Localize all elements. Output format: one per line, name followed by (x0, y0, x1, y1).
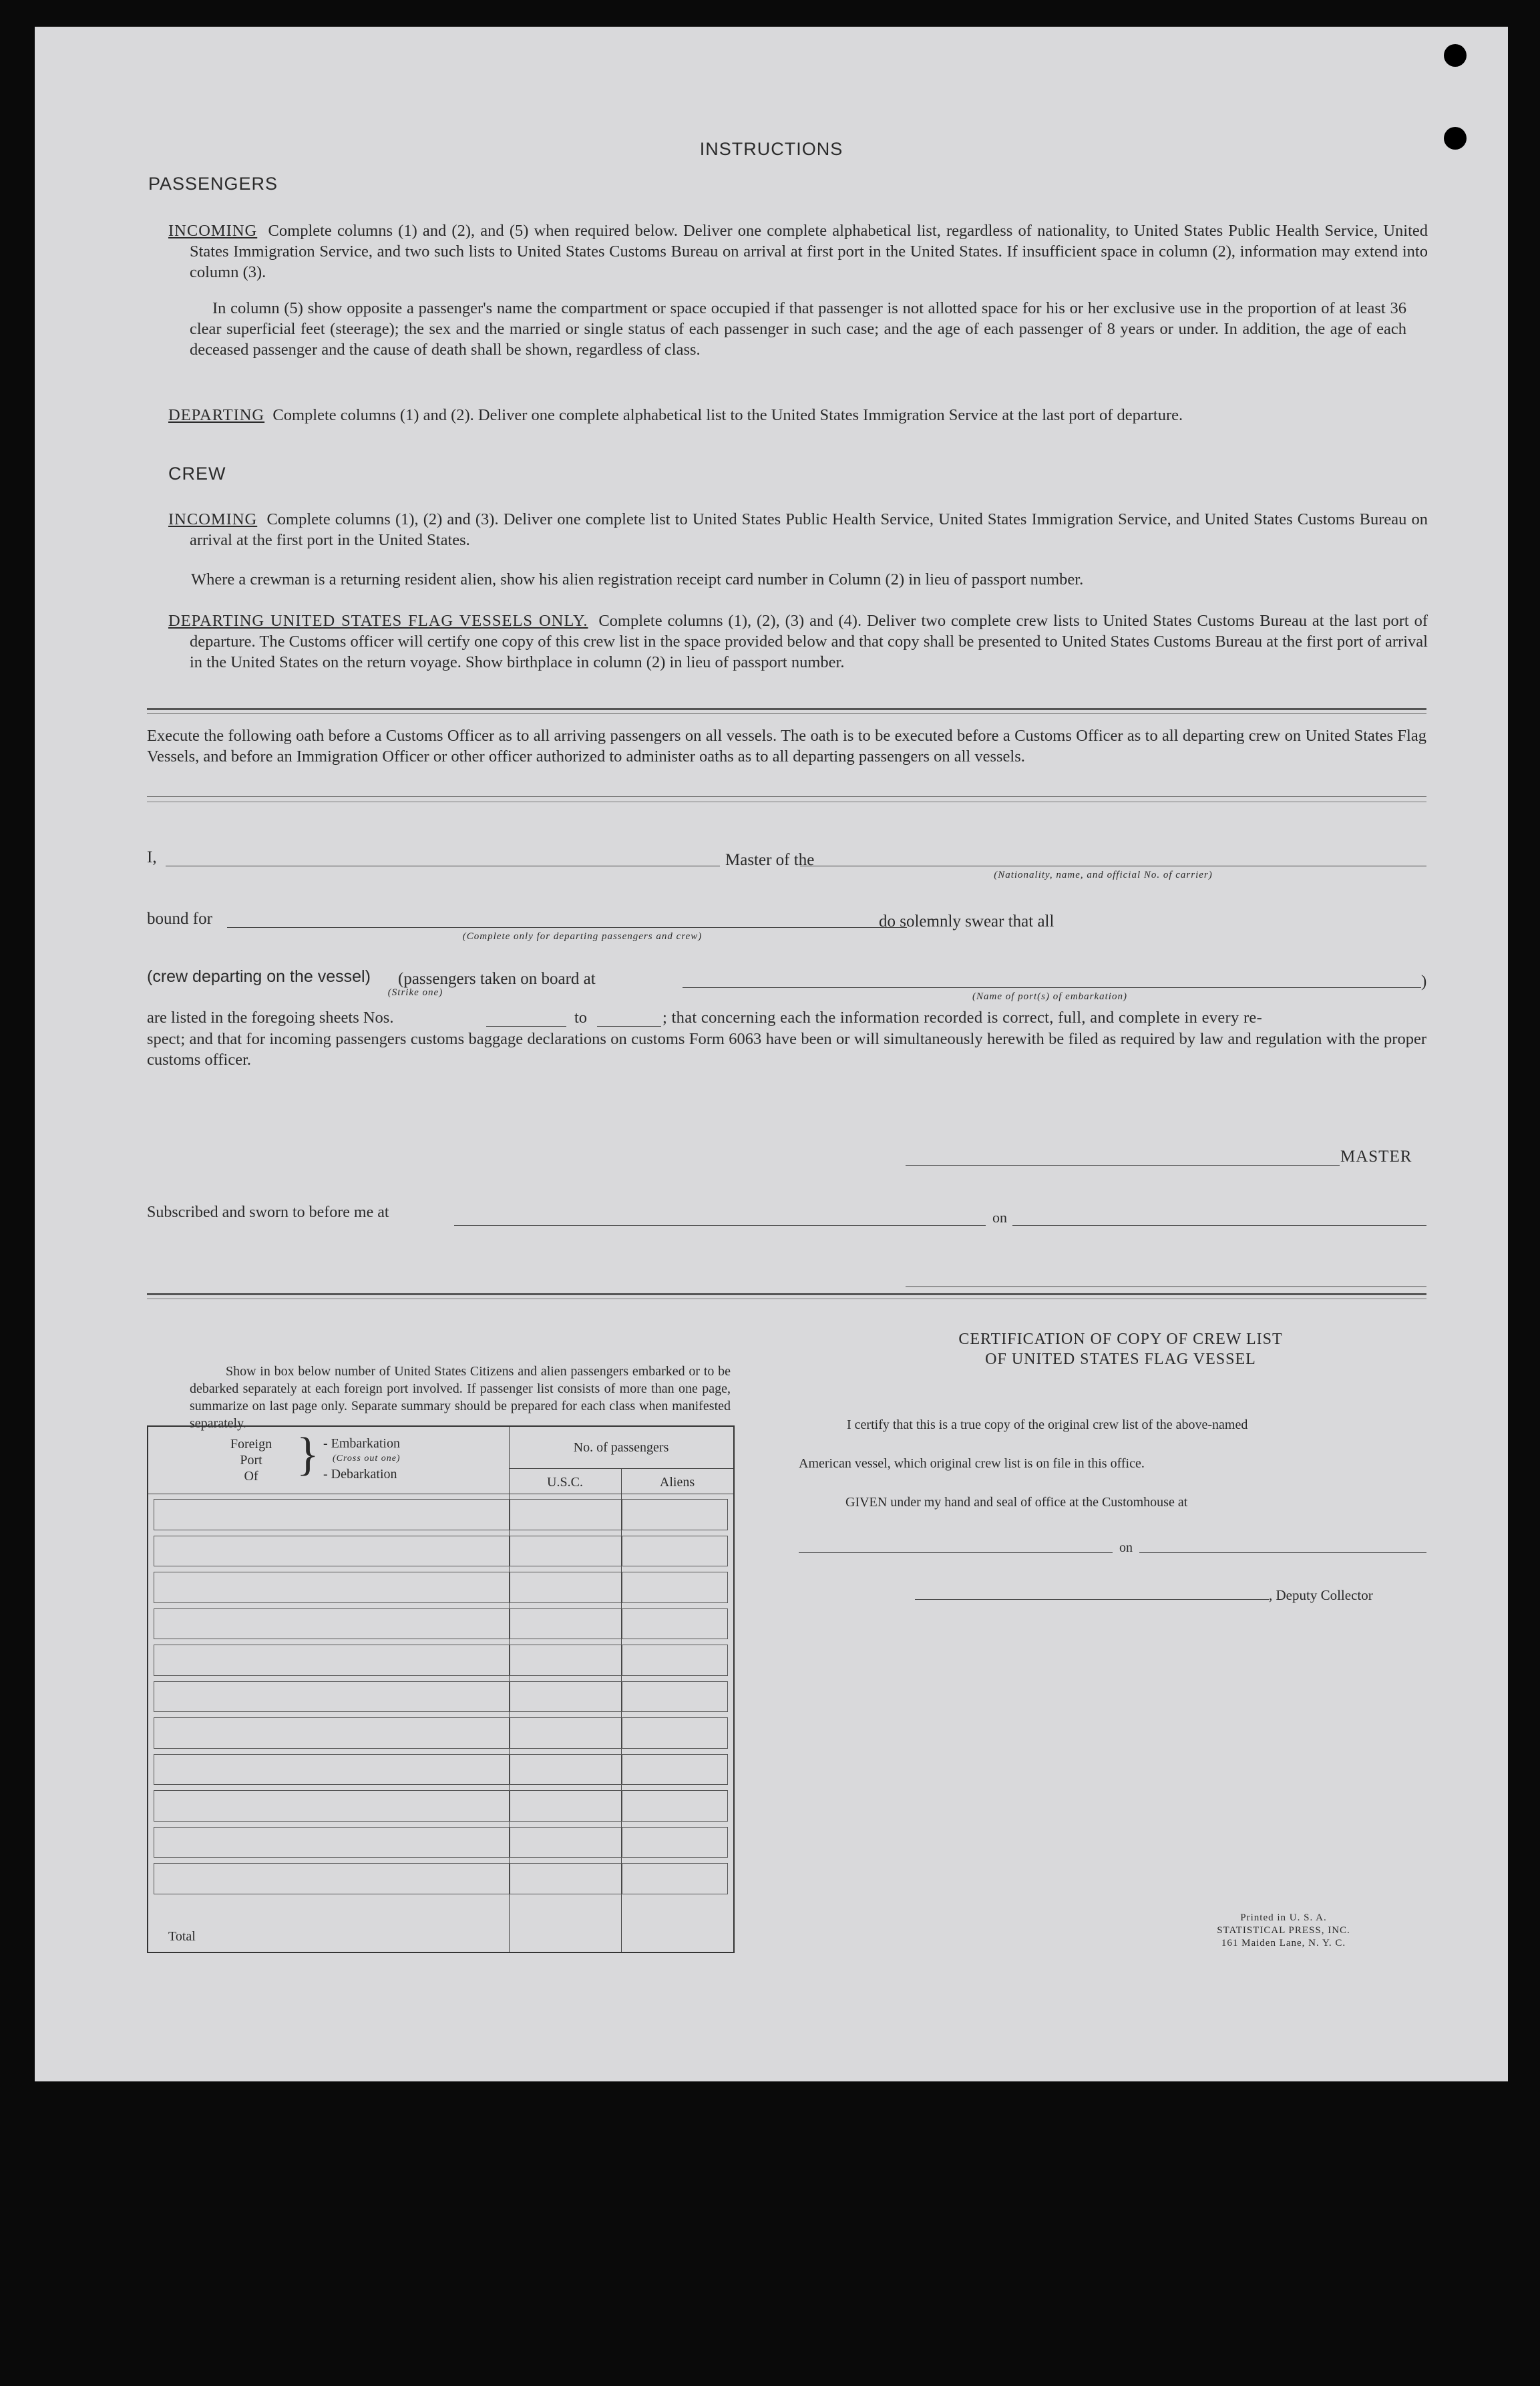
bound-for-label: bound for (147, 910, 212, 928)
passengers-incoming-label: INCOMING (168, 222, 258, 240)
table-row[interactable] (154, 1681, 728, 1713)
sheet-to-label: to (574, 1009, 588, 1027)
passengers-departing-paragraph (168, 405, 1428, 425)
printer-imprint: Printed in U. S. A. STATISTICAL PRESS, INC. 161 Maiden Lane, N. Y. C. (1217, 1912, 1350, 1948)
lower-divider-double (147, 1293, 1426, 1295)
usc-header: U.S.C. (547, 1475, 583, 1490)
crew-incoming-paragraph (168, 509, 1428, 550)
aliens-header: Aliens (659, 1475, 695, 1490)
table-row[interactable] (154, 1608, 728, 1640)
table-row[interactable] (154, 1717, 728, 1749)
passengers-incoming-paragraph (168, 220, 1428, 283)
passengers-incoming-text: Complete columns (1) and (2), and (5) when required below. Deliver one complete alphabetical list, regardless of nationality, to United States Public Health Service, United States Immigration Service, and two such lists to United States Customs Bureau on arrival at first port in the United States. If insufficient space in column (2), information may extend into column (3). (190, 222, 1428, 281)
embarkation-port-field[interactable] (683, 987, 1421, 988)
crew-departing-paragraph (168, 611, 1428, 673)
instructions-heading: INSTRUCTIONS (699, 139, 843, 159)
sheets-label: are listed in the foregoing sheets Nos. (147, 1009, 394, 1027)
certify-line-2: American vessel, which original crew list is on file in this office. (799, 1456, 1145, 1471)
table-row[interactable] (154, 1754, 728, 1785)
oath-instruction-paragraph: Execute the following oath before a Customs Officer as to all arriving passengers on all vessels. The oath is to be executed before a Customs Officer as to all departing crew on United States Flag Vessels, and before an Immigration Officer or other officer authorized to administer oaths as to all departing passengers on all vessels. (147, 727, 1426, 765)
section-divider-thin (147, 713, 1426, 714)
table-row[interactable] (154, 1827, 728, 1858)
total-label: Total (168, 1929, 196, 1944)
sworn-on-label: on (992, 1209, 1007, 1226)
baggage-statement: spect; and that for incoming passengers customs baggage declarations on customs Form 6063 have been or will simultaneously herewith be filed as required by law and regulation with the proper customs officer. (147, 1030, 1426, 1069)
embarkation-option[interactable]: - Embarkation (323, 1436, 400, 1451)
correct-statement: ; that concerning each the information recorded is correct, full, and complete in every re- (662, 1009, 1263, 1027)
debarkation-option[interactable]: - Debarkation (323, 1467, 397, 1482)
crew-resident-paragraph: Where a crewman is a returning resident alien, show his alien registration receipt card number in Column (2) in lieu of passport number. (191, 570, 1084, 588)
summary-note: Show in box below number of United States Citizens and alien passengers embarked or to be debarked separately at each foreign port involved. If passenger list consists of more than one page, summarize on last page only. Separate summary should be prepared for each class when manifested separately. (190, 1364, 731, 1431)
table-body (154, 1499, 728, 1900)
certification-on-label: on (1119, 1540, 1133, 1555)
port-caption: (Name of port(s) of embarkation) (972, 991, 1127, 1002)
crew-departing-option[interactable]: (crew departing on the vessel) (147, 967, 371, 986)
passengers-departing-text: Complete columns (1) and (2). Deliver one complete alphabetical list to the United States Immigration Service at the last port of departure. (272, 406, 1183, 424)
sworn-place-field[interactable] (454, 1225, 986, 1226)
close-paren: ) (1421, 973, 1427, 991)
foreign-port-of-label: Foreign Port Of (230, 1437, 272, 1484)
master-of-the-label: Master of the (725, 851, 815, 869)
passengers-heading: PASSENGERS (148, 174, 278, 194)
table-row[interactable] (154, 1645, 728, 1676)
table-row[interactable] (154, 1536, 728, 1567)
sheet-to-field[interactable] (597, 1026, 661, 1027)
no-of-passengers-header: No. of passengers (573, 1440, 669, 1455)
passengers-taken-option[interactable]: (passengers taken on board at (398, 970, 596, 988)
crew-heading: CREW (168, 464, 226, 484)
cross-out-caption: (Cross out one) (333, 1454, 401, 1464)
table-row[interactable] (154, 1863, 728, 1894)
table-row[interactable] (154, 1572, 728, 1603)
subscribed-label: Subscribed and sworn to before me at (147, 1204, 389, 1221)
deputy-collector-signature-field[interactable] (915, 1599, 1269, 1600)
sheet-from-field[interactable] (486, 1026, 566, 1027)
crew-departing-text: Complete columns (1), (2), (3) and (4). Deliver two complete crew lists to United States Customs Bureau at the last port of departure. The Customs officer will certify one copy of this crew list in the space provided below and that copy shall be presented to United States Customs Bureau at the first port of arrival in the United States on the return voyage. Show birthplace in column (2) in lieu of passport number. (190, 612, 1428, 671)
given-line: GIVEN under my hand and seal of office at the Customhouse at (845, 1495, 1188, 1510)
deputy-collector-label: , Deputy Collector (1269, 1587, 1373, 1603)
section-divider-double (147, 708, 1426, 710)
brace-symbol: } (297, 1429, 319, 1480)
master-signature-field[interactable] (906, 1165, 1340, 1166)
certification-date-field[interactable] (1139, 1552, 1426, 1553)
passengers-departing-label: DEPARTING (168, 406, 265, 424)
bound-for-field[interactable] (227, 927, 907, 928)
bound-for-caption: (Complete only for departing passengers and crew) (462, 931, 703, 942)
carrier-caption: (Nationality, name, and official No. of carrier) (994, 870, 1213, 880)
crew-departing-label: DEPARTING UNITED STATES FLAG VESSELS ONLY. (168, 612, 588, 630)
oath-divider-top (147, 796, 1426, 797)
customhouse-field[interactable] (799, 1552, 1113, 1553)
certification-title: CERTIFICATION OF COPY OF CREW LIST OF UNITED STATES FLAG VESSEL (958, 1331, 1283, 1368)
table-row[interactable] (154, 1790, 728, 1822)
oath-i-label: I, (147, 848, 157, 866)
strike-one-caption: (Strike one) (387, 987, 443, 998)
certify-line-1: I certify that this is a true copy of the original crew list of the above-named (847, 1417, 1248, 1432)
crew-incoming-text: Complete columns (1), (2) and (3). Deliver one complete list to United States Public Health Service, United States Immigration Service, and United States Customs Bureau on arrival at the first port in the United States. (190, 510, 1428, 549)
swear-label: do solemnly swear that all (879, 912, 1054, 930)
sworn-date-field[interactable] (1012, 1225, 1426, 1226)
passenger-summary-table (147, 1425, 735, 1953)
table-row[interactable] (154, 1499, 728, 1530)
crew-incoming-label: INCOMING (168, 510, 258, 528)
master-label: MASTER (1340, 1148, 1412, 1166)
form-page (35, 27, 1508, 2081)
column5-paragraph: In column (5) show opposite a passenger's name the compartment or space occupied if that passenger is not allotted space for his or her exclusive use in the proportion of at least 36 clear superficial feet (steerage); the sex and the married or single status of each passenger in such case; and the age of each passenger of 8 years or under. In addition, the age of each deceased passenger and the cause of death shall be shown, regardless of class. (190, 299, 1406, 359)
punch-hole-top (1444, 44, 1467, 67)
